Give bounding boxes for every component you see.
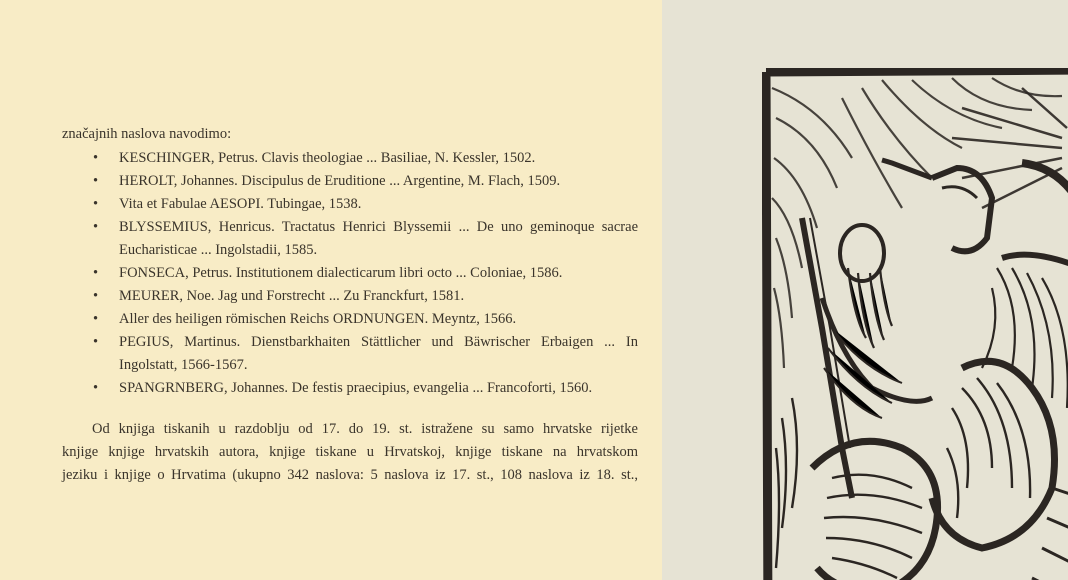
bullet-icon: • [93,196,99,212]
list-item [62,331,638,377]
bullet-icon: • [93,219,99,235]
list-item [62,170,638,193]
bullet-icon: • [93,311,99,327]
text-block [62,123,638,487]
bullet-icon: • [93,288,99,304]
list-item [62,147,638,170]
book-list [62,147,638,400]
bullet-icon: • [93,150,99,166]
list-item [62,262,638,285]
list-item-text: HEROLT, Johannes. Discipulus de Eruditione ... Argentine, M. Flach, 1509. [119,173,561,189]
paragraph-line-1: Od knjiga tiskanih u razdoblju od 17. do 19. st. istražene su samo hrvatske rijetke [92,421,638,437]
list-item-text: KESCHINGER, Petrus. Clavis theologiae ... Basiliae, N. Kessler, 1502. [119,150,536,166]
bullet-icon: • [93,380,99,396]
right-page [662,0,1068,580]
list-item-text: BLYSSEMIUS, Henricus. Tractatus Henrici Blyssemii ... De uno geminoque sacrae Eucharisticae ... Ingolstadii, 1585. [119,219,638,258]
list-item-text: Aller des heiligen römischen Reichs ORDNUNGEN. Meyntz, 1566. [119,311,517,327]
paragraph-line-3: jeziku i knjige o Hrvatima (ukupno 342 naslova: 5 naslova iz 17. st., 108 naslova iz 18. st., [62,467,638,483]
list-item [62,285,638,308]
list-item-text: SPANGRNBERG, Johannes. De festis praecipius, evangelia ... Francoforti, 1560. [119,380,593,396]
bullet-icon: • [93,173,99,189]
list-item-text: PEGIUS, Martinus. Dienstbarkhaiten Stättlicher und Bäwrischer Erbaigen ... In Ingolstatt, 1566-1567. [119,334,638,373]
bullet-icon: • [93,334,99,350]
list-item [62,377,638,400]
woodcut-illustration [762,68,1068,580]
intro-line: značajnih naslova navodimo: [62,126,232,142]
list-item-text: FONSECA, Petrus. Institutionem dialecticarum libri octo ... Coloniae, 1586. [119,265,563,281]
list-item-text: Vita et Fabulae AESOPI. Tubingae, 1538. [119,196,362,212]
list-item-text: MEURER, Noe. Jag und Forstrecht ... Zu Franckfurt, 1581. [119,288,465,304]
list-item [62,216,638,262]
list-item [62,308,638,331]
list-item [62,193,638,216]
bullet-icon: • [93,265,99,281]
paragraph-line-2: knjige knjige hrvatskih autora, knjige tiskane u Hrvatskoj, knjige tiskane na hrvatskom [62,444,638,460]
